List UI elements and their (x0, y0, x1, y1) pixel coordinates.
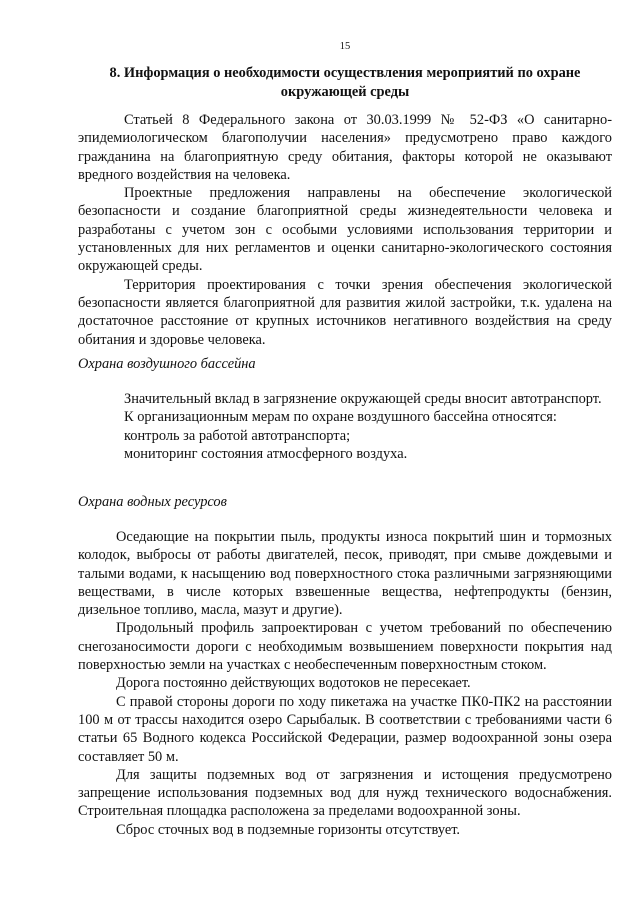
intro-block (78, 111, 612, 349)
water-paragraph: Сброс сточных вод в подземные горизонты отсутствует. (116, 821, 461, 838)
water-paragraph: С правой стороны дороги по ходу пикетажа на участке ПК0-ПК2 на расстоянии 100 м от трассы находится озеро Сарыбалык. В соответствии с требованиями части 6 статьи 65 Водного кодекса Российской Федерации, размер водоохранной зоны озера составляет 50 м. (78, 693, 612, 765)
air-line: мониторинг состояния атмосферного воздуха. (124, 445, 408, 462)
air-block (78, 390, 612, 463)
water-paragraph: Оседающие на покрытии пыль, продукты износа покрытий шин и тормозных колодок, выбросы от работы двигателей, песок, приводят, при смыве дождевыми и талыми водами, к насыщению вод поверхностного стока различными загрязняющими веществами, в числе которых взвешенные вещества, нефтепродукты (бензин, дизельное топливо, масла, мазут и другие). (78, 529, 612, 619)
section-title: 8. Информация о необходимости осуществления мероприятий по охране окружающей среды (109, 65, 581, 100)
intro-paragraph: Территория проектирования с точки зрения обеспечения экологической безопасности является благоприятной для развития жилой застройки, т.к. удалена на достаточное расстояние от крупных источников негативного воздействия на среду обитания и здоровье человека. (78, 276, 612, 348)
page-number: 15 (339, 41, 351, 52)
water-heading: Охрана водных ресурсов (78, 494, 227, 510)
water-block (78, 528, 612, 839)
intro-paragraph: Статьей 8 Федерального закона от 30.03.1999 № 52-ФЗ «О санитарно-эпидемиологическом благополучии населения» предусмотрено право каждого гражданина на благоприятную среду обитания, факторы которой не оказывают вредного воздействия на человека. (78, 112, 612, 183)
water-paragraph: Продольный профиль запроектирован с учетом требований по обеспечению снегозаносимости дороги с необходимым возвышением поверхности покрытия над поверхностью земли на участках с необеспеченным поверхностным стоком. (78, 620, 612, 674)
water-paragraph: Для защиты подземных вод от загрязнения и истощения предусмотрено запрещение использования подземных вод для нужд технического водоснабжения. Строительная площадка расположена за пределами водоохранной зоны. (78, 766, 612, 820)
intro-paragraph: Проектные предложения направлены на обеспечение экологической безопасности и создание благоприятной среды жизнедеятельности человека и разработаны с учетом зон с особыми условиями использования территории и установленных для них регламентов и оценки санитарно-экологического состояния окружающей среды. (78, 185, 612, 275)
air-heading: Охрана воздушного бассейна (78, 356, 256, 372)
water-paragraph: Дорога постоянно действующих водотоков не пересекает. (116, 675, 471, 692)
air-line: К организационным мерам по охране воздушного бассейна относятся: (124, 409, 557, 426)
air-line: контроль за работой автотранспорта; (124, 427, 351, 444)
air-paragraph: Значительный вклад в загрязнение окружающей среды вносит автотранспорт. (124, 391, 602, 407)
